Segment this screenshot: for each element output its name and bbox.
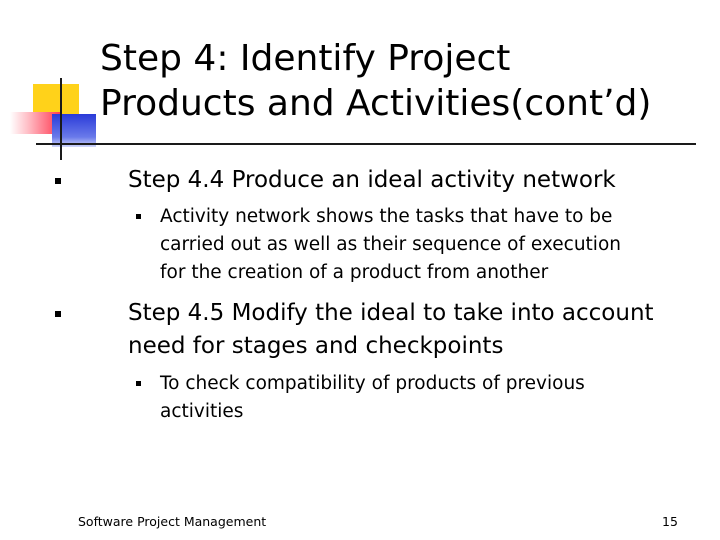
sub-bullet-line: activities: [160, 401, 244, 422]
bullet-line: need for stages and checkpoints: [128, 333, 504, 359]
sub-bullet-line: for the creation of a product from another: [160, 262, 549, 283]
sub-bullet-line: Activity network shows the tasks that have to be: [160, 206, 613, 227]
title-underline-rule: [36, 143, 696, 145]
sub-bullet-text: [160, 370, 585, 426]
sub-bullet-marker: [136, 381, 141, 386]
sub-bullet-marker: [136, 214, 141, 219]
bullet-marker: [55, 311, 61, 317]
page-number: 15: [662, 514, 678, 529]
title-line: Products and Activities(cont’d): [100, 83, 652, 124]
vertical-rule: [60, 78, 62, 160]
sub-bullet-line: carried out as well as their sequence of execution: [160, 234, 621, 255]
footer-course-title: Software Project Management: [78, 514, 267, 529]
bullet-text: [128, 297, 654, 363]
title-line: Step 4: Identify Project: [100, 38, 511, 79]
bullet-line: Step 4.5 Modify the ideal to take into account: [128, 300, 654, 326]
bullet-text: [128, 164, 616, 197]
bullet-line: Step 4.4 Produce an ideal activity network: [128, 167, 616, 193]
sub-bullet-line: To check compatibility of products of previous: [160, 373, 585, 394]
sub-bullet-text: [160, 203, 621, 287]
slide-title: [100, 36, 710, 126]
bullet-marker: [55, 178, 61, 184]
